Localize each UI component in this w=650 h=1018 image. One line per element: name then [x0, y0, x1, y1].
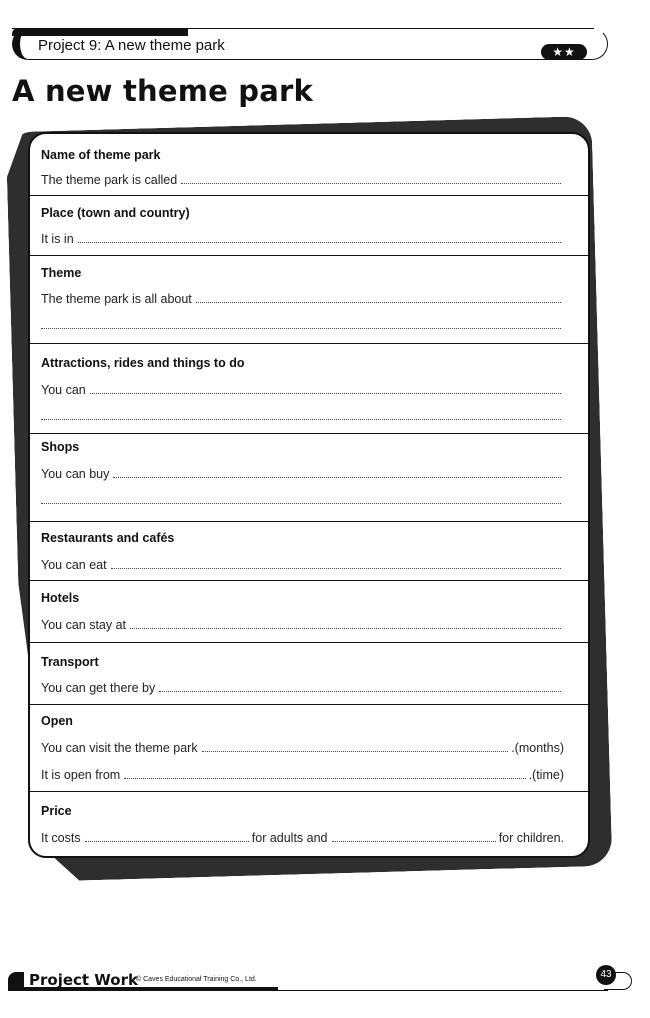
footer-rule	[8, 990, 608, 991]
answer-line[interactable]	[41, 766, 564, 782]
section-place	[30, 196, 588, 256]
difficulty-stars-icon: ★★	[541, 44, 587, 60]
footer-brand: Project Work	[29, 971, 138, 989]
section-title: Theme	[41, 266, 82, 280]
dotted-line[interactable]	[111, 567, 561, 569]
answer-line[interactable]	[41, 381, 564, 397]
dotted-line[interactable]	[41, 327, 561, 329]
section-price	[30, 792, 588, 858]
line-label: You can get there by	[41, 681, 156, 695]
section-title: Price	[41, 804, 72, 818]
dotted-line[interactable]	[78, 241, 561, 243]
dotted-line[interactable]	[202, 750, 509, 752]
section-title: Attractions, rides and things to do	[41, 356, 245, 370]
footer-copyright: © Caves Educational Training Co., Ltd.	[136, 976, 257, 983]
section-title: Open	[41, 714, 73, 728]
answer-line[interactable]	[41, 679, 564, 695]
dotted-line[interactable]	[159, 690, 561, 692]
section-attractions	[30, 344, 588, 434]
section-title: Restaurants and cafés	[41, 531, 175, 545]
dotted-line[interactable]	[181, 182, 561, 184]
line-label: It is open from	[41, 768, 121, 782]
answer-line[interactable]	[41, 407, 564, 423]
line-label: It is in	[41, 232, 74, 246]
line-label: It costs	[41, 831, 81, 845]
dotted-line[interactable]	[113, 476, 561, 478]
line-label: You can stay at	[41, 618, 127, 632]
answer-line[interactable]	[41, 465, 564, 481]
section-transport	[30, 643, 588, 705]
section-title: Hotels	[41, 591, 80, 605]
dotted-line-adults[interactable]	[85, 840, 249, 842]
section-title: Place (town and country)	[41, 206, 190, 220]
section-title: Name of theme park	[41, 148, 161, 162]
line-label: You can visit the theme park	[41, 741, 198, 755]
section-title: Transport	[41, 655, 99, 669]
dotted-line[interactable]	[130, 627, 561, 629]
line-label: The theme park is called	[41, 173, 178, 187]
line-suffix: for children.	[498, 831, 564, 845]
dotted-line[interactable]	[41, 502, 561, 504]
section-restaurants	[30, 522, 588, 581]
line-label: You can eat	[41, 558, 107, 572]
answer-line[interactable]	[41, 739, 564, 755]
answer-line[interactable]	[41, 556, 564, 572]
dotted-line-children[interactable]	[332, 840, 496, 842]
page-title: A new theme park	[12, 74, 314, 108]
answer-line[interactable]	[41, 230, 564, 246]
dotted-line[interactable]	[90, 392, 561, 394]
answer-line[interactable]	[41, 171, 564, 187]
line-suffix: .(months)	[511, 741, 564, 755]
dotted-line[interactable]	[124, 777, 525, 779]
answer-line[interactable]	[41, 616, 564, 632]
section-hotels	[30, 581, 588, 643]
page-number: 43	[596, 965, 616, 985]
header-title: Project 9: A new theme park	[38, 37, 225, 54]
section-name	[30, 134, 588, 196]
section-title: Shops	[41, 440, 80, 454]
line-label: You can	[41, 383, 86, 397]
answer-line[interactable]	[41, 491, 564, 507]
line-label: You can buy	[41, 467, 110, 481]
section-theme	[30, 256, 588, 344]
line-suffix: .(time)	[528, 768, 564, 782]
answer-line[interactable]	[41, 316, 564, 332]
answer-line[interactable]	[41, 290, 564, 306]
dotted-line[interactable]	[41, 418, 561, 420]
answer-line[interactable]	[41, 829, 564, 845]
form-card	[28, 132, 590, 858]
line-mid: for adults and	[251, 831, 328, 845]
dotted-line[interactable]	[196, 301, 561, 303]
section-shops	[30, 434, 588, 522]
header-outline-top	[12, 28, 594, 29]
line-label: The theme park is all about	[41, 292, 192, 306]
section-open	[30, 705, 588, 792]
